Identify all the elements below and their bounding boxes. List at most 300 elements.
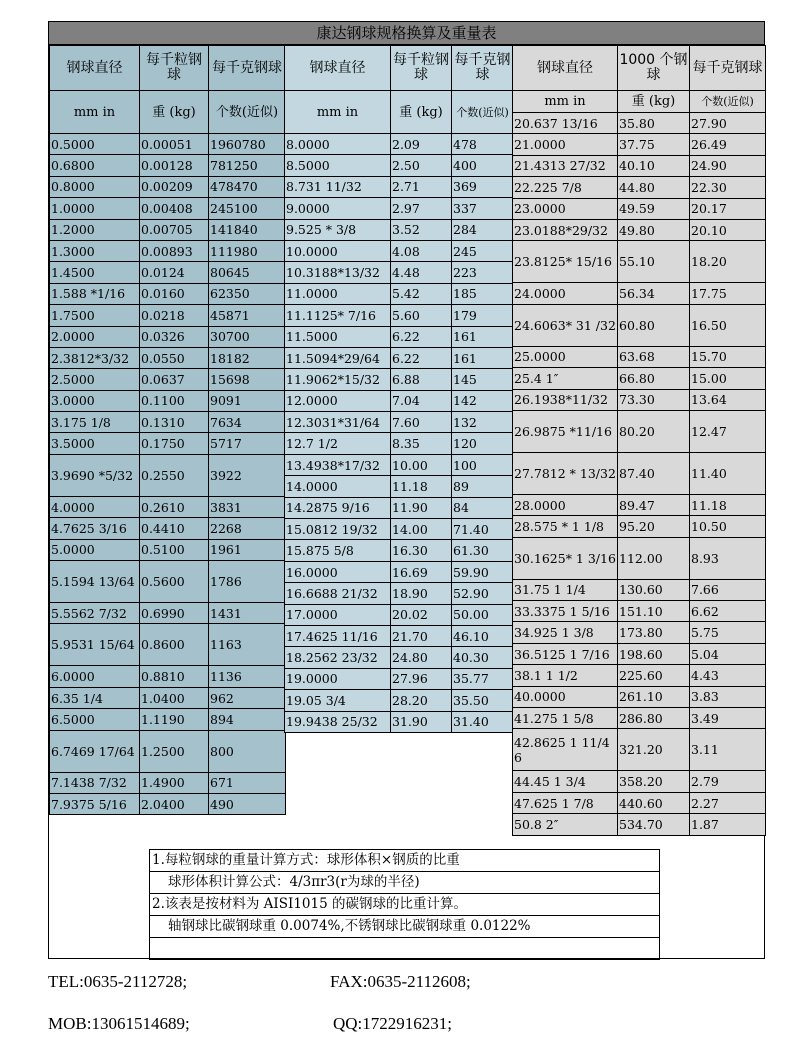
table-row: [50, 561, 286, 603]
cell-diameter: 23.0188*29/32: [513, 219, 618, 240]
cell-weight: 2.71: [391, 176, 452, 197]
cell-count: 245: [452, 240, 514, 261]
table-row: [50, 539, 286, 560]
table-row: [285, 155, 514, 176]
table-row: [50, 412, 286, 433]
cell-weight: 1.0400: [140, 687, 209, 708]
cell-diameter: 8.731 11/32: [285, 176, 391, 197]
cell-weight: 1.2500: [140, 730, 209, 772]
cell-diameter: 42.8625 1 11/46: [513, 729, 618, 771]
cell-count: 3922: [209, 454, 286, 496]
unit-diameter: mm in: [50, 91, 140, 134]
table-row: [513, 346, 766, 367]
cell-weight: 37.75: [618, 134, 690, 155]
cell-weight: 0.0160: [140, 283, 209, 304]
table-row: [50, 155, 286, 176]
cell-count: 120: [452, 433, 514, 454]
table-row: [513, 601, 766, 622]
cell-weight: 16.69: [391, 561, 452, 582]
cell-diameter: 24.6063* 31 /32: [513, 304, 618, 346]
cell-count: 800: [209, 730, 286, 772]
table-row: [513, 177, 766, 198]
cell-weight: 440.60: [618, 792, 690, 813]
cell-weight: 5.42: [391, 283, 452, 304]
cell-count: 52.90: [452, 583, 514, 604]
cell-weight: 2.50: [391, 155, 452, 176]
cell-diameter: 23.8125* 15/16: [513, 241, 618, 283]
cell-diameter: 15.875 5/8: [285, 540, 391, 561]
cell-count: 962: [209, 687, 286, 708]
cell-weight: 1.4900: [140, 772, 209, 793]
cell-diameter: 21.0000: [513, 134, 618, 155]
table-row: [50, 624, 286, 666]
cell-weight: 0.2610: [140, 496, 209, 517]
cell-diameter: 33.3375 1 5/16: [513, 601, 618, 622]
table-row: [50, 518, 286, 539]
table-row: [285, 497, 514, 518]
cell-diameter: 6.7469 17/64: [50, 730, 140, 772]
cell-weight: 6.22: [391, 347, 452, 368]
cell-weight: 0.00893: [140, 240, 209, 261]
table-row: [285, 134, 514, 155]
cell-diameter: 25.4 1″: [513, 368, 618, 389]
cell-diameter: 11.5000: [285, 326, 391, 347]
cell-weight: 534.70: [618, 814, 690, 835]
table-row: [513, 643, 766, 664]
cell-weight: 44.80: [618, 177, 690, 198]
table-row: [285, 583, 514, 604]
table-row: [285, 219, 514, 240]
cell-diameter: 11.9062*15/32: [285, 369, 391, 390]
cell-count: 26.49: [690, 134, 766, 155]
cell-weight: 2.0400: [140, 793, 209, 814]
unit-weight: 重 (kg): [140, 91, 209, 134]
cell-count: 71.40: [452, 519, 514, 540]
note-line-5: [150, 938, 659, 959]
cell-diameter: 1.2000: [50, 219, 140, 240]
cell-weight: 112.00: [618, 537, 690, 579]
table-row: [513, 771, 766, 792]
cell-weight: 5.60: [391, 305, 452, 326]
header-count-per-kg: 每千克钢球: [209, 46, 286, 91]
header-diameter: 钢球直径: [50, 46, 140, 91]
cell-diameter: 6.0000: [50, 666, 140, 687]
cell-diameter: 1.7500: [50, 305, 140, 326]
cell-diameter: 16.6688 21/32: [285, 583, 391, 604]
contact-qq: QQ:1722916231;: [333, 1014, 452, 1033]
cell-weight: 14.00: [391, 519, 452, 540]
cell-count: 61.30: [452, 540, 514, 561]
table-row: [285, 540, 514, 561]
cell-weight: 95.20: [618, 516, 690, 537]
cell-count: 145: [452, 369, 514, 390]
cell-count: 6.62: [690, 601, 766, 622]
cell-weight: 0.8810: [140, 666, 209, 687]
cell-count: 4.43: [690, 665, 766, 686]
cell-count: 50.00: [452, 604, 514, 625]
cell-count: 1960780: [209, 134, 286, 155]
table-row: [50, 219, 286, 240]
cell-diameter: 19.05 3/4: [285, 690, 391, 711]
table-row: [50, 262, 286, 283]
cell-weight: 49.59: [618, 198, 690, 219]
table-row: [50, 730, 286, 772]
cell-diameter: 31.75 1 1/4: [513, 579, 618, 600]
cell-weight: 2.09: [391, 134, 452, 155]
cell-weight: 10.00: [391, 454, 452, 475]
cell-diameter: 5.5562 7/32: [50, 603, 140, 624]
cell-diameter: 19.9438 25/32: [285, 711, 391, 732]
note-line-2: 球形体积计算公式：4/3πr3(r为球的半径): [150, 872, 659, 894]
cell-count: 7634: [209, 412, 286, 433]
header-count-per-kg: 每千克钢球: [690, 46, 766, 91]
cell-diameter: 7.1438 7/32: [50, 772, 140, 793]
cell-weight: 80.20: [618, 410, 690, 452]
cell-diameter: 50.8 2″: [513, 814, 618, 835]
table-row: [513, 792, 766, 813]
cell-count: 30700: [209, 326, 286, 347]
cell-weight: 87.40: [618, 452, 690, 494]
cell-diameter: 6.5000: [50, 709, 140, 730]
table-row: [285, 561, 514, 582]
cell-weight: 66.80: [618, 368, 690, 389]
cell-count: 5.75: [690, 622, 766, 643]
cell-weight: 0.0326: [140, 326, 209, 347]
cell-count: 11.40: [690, 452, 766, 494]
cell-count: 18182: [209, 347, 286, 368]
cell-count: 1961: [209, 539, 286, 560]
cell-weight: 321.20: [618, 729, 690, 771]
table-row: [50, 793, 286, 814]
cell-count: 20.17: [690, 198, 766, 219]
cell-weight: 18.90: [391, 583, 452, 604]
cell-diameter: 2.5000: [50, 369, 140, 390]
cell-count: 12.47: [690, 410, 766, 452]
cell-count: 22.30: [690, 177, 766, 198]
cell-diameter: 27.7812 * 13/32: [513, 452, 618, 494]
cell-weight: 261.10: [618, 686, 690, 707]
table-row: [50, 240, 286, 261]
unit-diameter: mm in: [285, 91, 391, 134]
cell-count: 223: [452, 262, 514, 283]
cell-diameter: 12.7 1/2: [285, 433, 391, 454]
cell-count: 10.50: [690, 516, 766, 537]
table-row: [285, 433, 514, 454]
cell-count: 1163: [209, 624, 286, 666]
cell-weight: 0.00209: [140, 176, 209, 197]
cell-diameter: 14.0000: [285, 476, 391, 497]
cell-weight: 2.97: [391, 198, 452, 219]
cell-weight: 198.60: [618, 643, 690, 664]
cell-count: 89: [452, 476, 514, 497]
cell-diameter: 5.9531 15/64: [50, 624, 140, 666]
unit-count: 个数(近似): [452, 91, 514, 134]
cell-count: 62350: [209, 283, 286, 304]
cell-count: 15698: [209, 369, 286, 390]
table-row: [285, 711, 514, 732]
cell-weight: 7.04: [391, 390, 452, 411]
cell-count: 369: [452, 176, 514, 197]
cell-count: 59.90: [452, 561, 514, 582]
cell-count: 27.90: [690, 113, 766, 134]
cell-weight: 130.60: [618, 579, 690, 600]
cell-weight: 89.47: [618, 494, 690, 515]
cell-diameter: 40.0000: [513, 686, 618, 707]
cell-diameter: 1.4500: [50, 262, 140, 283]
cell-diameter: 11.0000: [285, 283, 391, 304]
notes-box: [149, 849, 660, 960]
table-row: [513, 686, 766, 707]
cell-count: 100: [452, 454, 514, 475]
table-row: [50, 666, 286, 687]
cell-diameter: 11.1125* 7/16: [285, 305, 391, 326]
table-row: [513, 516, 766, 537]
table-row: [50, 454, 286, 496]
cell-weight: 4.08: [391, 240, 452, 261]
cell-weight: 16.30: [391, 540, 452, 561]
cell-diameter: 3.0000: [50, 390, 140, 411]
cell-weight: 56.34: [618, 283, 690, 304]
header-count-per-kg: 每千克钢球: [452, 46, 514, 91]
unit-diameter: mm in: [513, 91, 618, 113]
cell-diameter: 6.35 1/4: [50, 687, 140, 708]
cell-diameter: 0.5000: [50, 134, 140, 155]
table-row: [50, 198, 286, 219]
cell-weight: 49.80: [618, 219, 690, 240]
table-row: [285, 625, 514, 646]
cell-weight: 151.10: [618, 601, 690, 622]
cell-count: 3.83: [690, 686, 766, 707]
cell-count: 31.40: [452, 711, 514, 732]
table-row: [513, 494, 766, 515]
cell-diameter: 5.0000: [50, 539, 140, 560]
cell-diameter: 10.3188*13/32: [285, 262, 391, 283]
cell-count: 9091: [209, 390, 286, 411]
table-body-3: [513, 113, 766, 836]
cell-weight: 0.0218: [140, 305, 209, 326]
table-row: [285, 326, 514, 347]
cell-diameter: 4.7625 3/16: [50, 518, 140, 539]
cell-diameter: 22.225 7/8: [513, 177, 618, 198]
cell-count: 111980: [209, 240, 286, 261]
cell-weight: 358.20: [618, 771, 690, 792]
cell-count: 84: [452, 497, 514, 518]
table-row: [513, 368, 766, 389]
cell-diameter: 30.1625* 1 3/16: [513, 537, 618, 579]
cell-weight: 4.48: [391, 262, 452, 283]
cell-weight: 40.10: [618, 155, 690, 176]
cell-weight: 35.80: [618, 113, 690, 134]
cell-weight: 20.02: [391, 604, 452, 625]
contact-tel: TEL:0635-2112728;: [48, 972, 188, 991]
cell-weight: 0.1310: [140, 412, 209, 433]
cell-diameter: 38.1 1 1/2: [513, 665, 618, 686]
cell-diameter: 25.0000: [513, 346, 618, 367]
table-body-2: [285, 134, 514, 733]
cell-count: 3.49: [690, 708, 766, 729]
table-row: [513, 814, 766, 835]
cell-diameter: 41.275 1 5/8: [513, 708, 618, 729]
cell-weight: 173.80: [618, 622, 690, 643]
table-row: [50, 305, 286, 326]
cell-count: 17.75: [690, 283, 766, 304]
cell-count: 1786: [209, 561, 286, 603]
cell-diameter: 20.637 13/16: [513, 113, 618, 134]
table-row: [285, 476, 514, 497]
cell-count: 161: [452, 326, 514, 347]
cell-weight: 0.00705: [140, 219, 209, 240]
contact-fax: FAX:0635-2112608;: [330, 972, 471, 991]
table-row: [513, 708, 766, 729]
cell-weight: 0.2550: [140, 454, 209, 496]
cell-count: 245100: [209, 198, 286, 219]
cell-count: 284: [452, 219, 514, 240]
cell-diameter: 28.575 * 1 1/8: [513, 516, 618, 537]
cell-diameter: 19.0000: [285, 668, 391, 689]
cell-weight: 286.80: [618, 708, 690, 729]
header-weight-per-thousand: 每千粒钢球: [140, 46, 209, 91]
cell-diameter: 28.0000: [513, 494, 618, 515]
cell-count: 1431: [209, 603, 286, 624]
cell-diameter: 26.9875 *11/16: [513, 410, 618, 452]
cell-count: 1.87: [690, 814, 766, 835]
table-row: [513, 452, 766, 494]
cell-count: 185: [452, 283, 514, 304]
cell-diameter: 24.0000: [513, 283, 618, 304]
cell-count: 400: [452, 155, 514, 176]
table-row: [285, 347, 514, 368]
cell-diameter: 5.1594 13/64: [50, 561, 140, 603]
cell-weight: 24.80: [391, 647, 452, 668]
unit-count: 个数(近似): [209, 91, 286, 134]
cell-count: 5717: [209, 433, 286, 454]
unit-weight: 重 (kg): [391, 91, 452, 134]
cell-diameter: 17.0000: [285, 604, 391, 625]
cell-diameter: 1.3000: [50, 240, 140, 261]
table-row: [513, 579, 766, 600]
table-row: [50, 433, 286, 454]
cell-diameter: 17.4625 11/16: [285, 625, 391, 646]
cell-count: 894: [209, 709, 286, 730]
cell-count: 3.11: [690, 729, 766, 771]
table-row: [285, 412, 514, 433]
cell-weight: 31.90: [391, 711, 452, 732]
table-row: [513, 134, 766, 155]
table-row: [513, 198, 766, 219]
cell-count: 3831: [209, 496, 286, 517]
header-diameter: 钢球直径: [285, 46, 391, 91]
table-row: [50, 347, 286, 368]
table-row: [513, 410, 766, 452]
header-diameter: 钢球直径: [513, 46, 618, 91]
cell-weight: 7.60: [391, 412, 452, 433]
cell-diameter: 10.0000: [285, 240, 391, 261]
cell-count: 16.50: [690, 304, 766, 346]
cell-diameter: 34.925 1 3/8: [513, 622, 618, 643]
cell-diameter: 13.4938*17/32: [285, 454, 391, 475]
cell-diameter: 1.0000: [50, 198, 140, 219]
table-row: [513, 155, 766, 176]
cell-weight: 1.1190: [140, 709, 209, 730]
table-body-1: [50, 134, 286, 815]
table-row: [513, 113, 766, 134]
cell-weight: 55.10: [618, 241, 690, 283]
table-row: [50, 134, 286, 155]
sheet-title: 康达钢球规格换算及重量表: [49, 22, 764, 45]
table-row: [285, 176, 514, 197]
cell-weight: 0.0550: [140, 347, 209, 368]
table-row: [285, 690, 514, 711]
table-row: [285, 369, 514, 390]
cell-count: 35.50: [452, 690, 514, 711]
table-row: [50, 390, 286, 411]
cell-count: 35.77: [452, 668, 514, 689]
table-row: [285, 283, 514, 304]
cell-count: 671: [209, 772, 286, 793]
table-group-2: [284, 45, 514, 733]
cell-diameter: 23.0000: [513, 198, 618, 219]
cell-count: 2.27: [690, 792, 766, 813]
table-row: [513, 622, 766, 643]
table-row: [50, 709, 286, 730]
cell-diameter: 7.9375 5/16: [50, 793, 140, 814]
cell-count: 478: [452, 134, 514, 155]
cell-weight: 0.00051: [140, 134, 209, 155]
cell-diameter: 8.5000: [285, 155, 391, 176]
cell-count: 1136: [209, 666, 286, 687]
cell-count: 132: [452, 412, 514, 433]
table-row: [285, 454, 514, 475]
cell-count: 46.10: [452, 625, 514, 646]
table-row: [50, 369, 286, 390]
cell-weight: 0.1100: [140, 390, 209, 411]
cell-count: 45871: [209, 305, 286, 326]
cell-diameter: 18.2562 23/32: [285, 647, 391, 668]
cell-count: 2268: [209, 518, 286, 539]
cell-weight: 0.0637: [140, 369, 209, 390]
header-weight-per-thousand: 每千粒钢球: [391, 46, 452, 91]
note-line-4: 轴钢球比碳钢球重 0.0074%,不锈钢球比碳钢球重 0.0122%: [150, 916, 659, 938]
cell-diameter: 12.0000: [285, 390, 391, 411]
cell-weight: 6.88: [391, 369, 452, 390]
table-row: [285, 240, 514, 261]
table-row: [285, 198, 514, 219]
cell-weight: 0.0124: [140, 262, 209, 283]
cell-count: 161: [452, 347, 514, 368]
table-row: [513, 665, 766, 686]
cell-diameter: 8.0000: [285, 134, 391, 155]
cell-diameter: 21.4313 27/32: [513, 155, 618, 176]
cell-diameter: 47.625 1 7/8: [513, 792, 618, 813]
table-row: [285, 519, 514, 540]
cell-count: 18.20: [690, 241, 766, 283]
cell-diameter: 3.175 1/8: [50, 412, 140, 433]
cell-diameter: 0.8000: [50, 176, 140, 197]
cell-count: 179: [452, 305, 514, 326]
table-row: [50, 496, 286, 517]
table-row: [285, 668, 514, 689]
cell-diameter: 44.45 1 3/4: [513, 771, 618, 792]
cell-count: 141840: [209, 219, 286, 240]
cell-weight: 0.1750: [140, 433, 209, 454]
cell-count: 142: [452, 390, 514, 411]
table-row: [285, 604, 514, 625]
cell-count: 781250: [209, 155, 286, 176]
cell-count: 13.64: [690, 389, 766, 410]
table-row: [513, 537, 766, 579]
cell-count: 15.00: [690, 368, 766, 389]
table-row: [50, 326, 286, 347]
